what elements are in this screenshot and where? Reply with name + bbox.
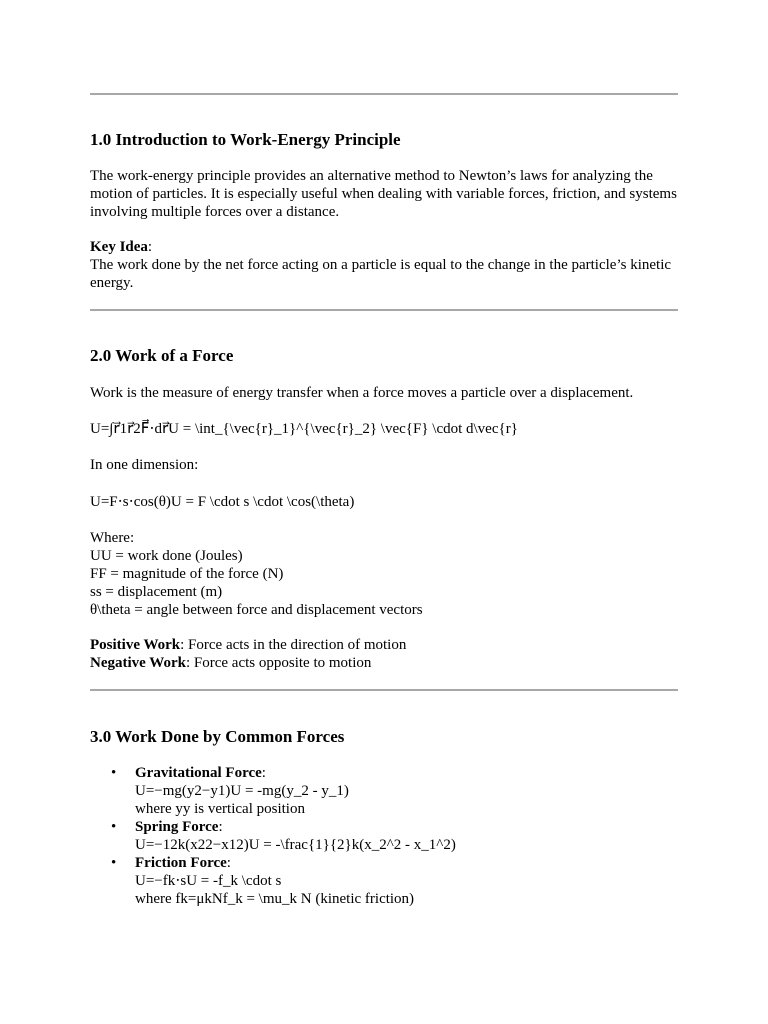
one-dimension-block xyxy=(90,456,678,474)
section-1-intro: The work-energy principle provides an alternative method to Newton’s laws for analyzing the motion of particles. It is especially useful when dealing with variable forces, friction, and systems involving multiple forces over a distance. xyxy=(90,168,677,220)
gravity-note: where yy is vertical position xyxy=(135,801,305,817)
horizontal-rule xyxy=(90,309,678,311)
negative-work-text: : Force acts opposite to motion xyxy=(185,655,372,671)
section-3-heading: 3.0 Work Done by Common Forces xyxy=(90,727,345,746)
divider-top xyxy=(90,93,678,95)
friction-label-line xyxy=(135,854,678,872)
section-2-intro-block xyxy=(90,384,678,402)
spring-formula: U=−12k(x22−x12)U = -\frac{1}{2}k(x_2^2 - x_1^2) xyxy=(135,837,456,853)
spring-label-line xyxy=(135,818,678,836)
spring-colon: : xyxy=(218,819,223,835)
key-idea-label: Key Idea xyxy=(90,239,148,255)
where-item: θ\theta = angle between force and displacement vectors xyxy=(90,602,423,618)
key-idea-text: The work done by the net force acting on a particle is equal to the change in the particle’s kinetic energy. xyxy=(90,257,672,291)
positive-work-text: : Force acts in the direction of motion xyxy=(180,637,407,653)
gravity-label: Gravitational Force xyxy=(135,765,262,781)
where-item: UU = work done (Joules) xyxy=(90,548,243,564)
friction-formula: U=−fk⋅sU = -f_k \cdot s xyxy=(135,873,282,889)
forces-list xyxy=(90,764,678,908)
section-1-heading: 1.0 Introduction to Work-Energy Principle xyxy=(90,130,401,149)
section-2-heading: 2.0 Work of a Force xyxy=(90,346,234,365)
where-item: ss = displacement (m) xyxy=(90,584,223,600)
section-2-intro: Work is the measure of energy transfer when a force moves a particle over a displacement. xyxy=(90,385,634,401)
gravity-formula: U=−mg(y2−y1)U = -mg(y_2 - y_1) xyxy=(135,783,349,799)
forces-list-block xyxy=(90,764,678,908)
list-item-spring xyxy=(90,818,678,854)
bullet-icon: • xyxy=(111,819,117,835)
one-dimension-label: In one dimension: xyxy=(90,457,199,473)
where-item: FF = magnitude of the force (N) xyxy=(90,566,284,582)
section-3-heading-block xyxy=(90,726,678,748)
gravity-label-line xyxy=(135,764,678,782)
where-label: Where: xyxy=(90,530,135,546)
friction-label: Friction Force xyxy=(135,855,227,871)
section-1-heading-block xyxy=(90,129,678,151)
gravity-colon: : xyxy=(261,765,266,781)
horizontal-rule xyxy=(90,93,678,95)
friction-colon: : xyxy=(226,855,231,871)
friction-note: where fk=μkNf_k = \mu_k N (kinetic friction) xyxy=(135,891,415,907)
list-item-gravitational xyxy=(90,764,678,818)
positive-work-line xyxy=(90,636,678,654)
divider-2 xyxy=(90,689,678,691)
bullet-icon: • xyxy=(111,855,117,871)
list-item-friction xyxy=(90,854,678,908)
section-2-heading-block xyxy=(90,345,678,367)
section-1-intro-block xyxy=(90,167,678,221)
spring-label: Spring Force xyxy=(135,819,219,835)
formula-integral: U=∫r⃗1r⃗2F⃗⋅dr⃗U = \int_{\vec{r}_1}^{\vec{r}_2} \vec{F} \cdot d\vec{r} xyxy=(90,421,518,437)
divider-1 xyxy=(90,309,678,311)
key-idea-line xyxy=(90,238,678,256)
positive-work-label: Positive Work xyxy=(90,637,181,653)
formula-integral-block xyxy=(90,420,678,438)
work-sign-block xyxy=(90,636,678,672)
negative-work-line xyxy=(90,654,678,672)
key-idea-block xyxy=(90,238,678,292)
formula-1d-block xyxy=(90,493,678,511)
horizontal-rule xyxy=(90,689,678,691)
formula-1d: U=F⋅s⋅cos⁡(θ)U = F \cdot s \cdot \cos(\theta) xyxy=(90,494,355,510)
where-block xyxy=(90,529,678,619)
bullet-icon: • xyxy=(111,765,117,781)
negative-work-label: Negative Work xyxy=(90,655,186,671)
key-idea-colon: : xyxy=(147,239,153,255)
